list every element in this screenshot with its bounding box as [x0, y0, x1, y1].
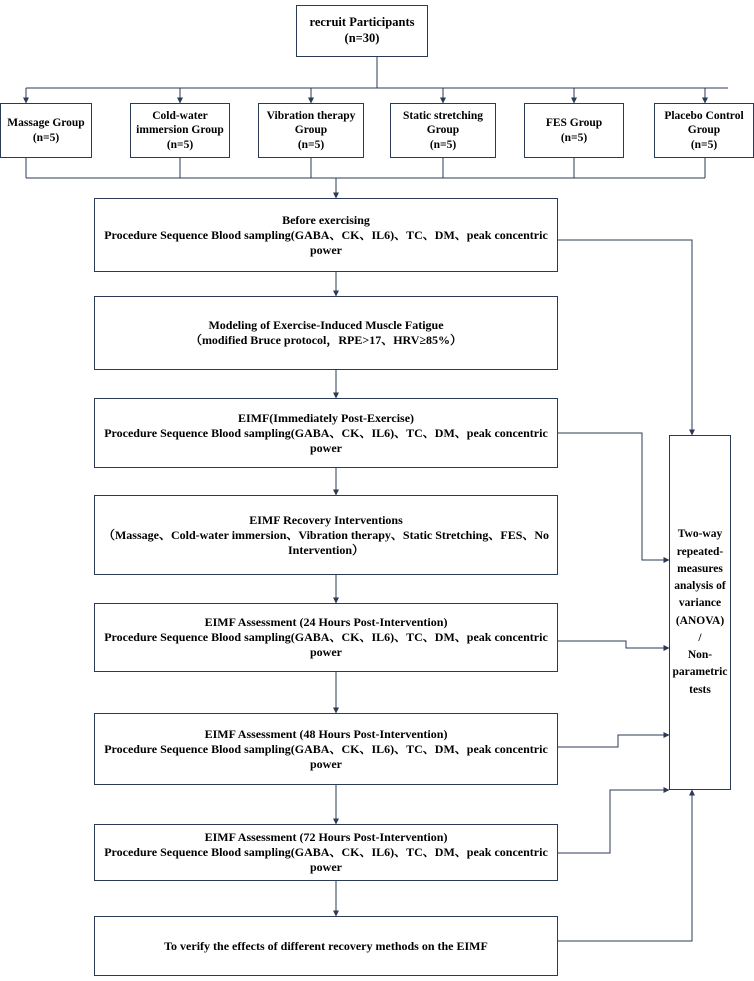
node-vibration-therapy-group	[258, 103, 364, 158]
node-line: Modeling of Exercise-Induced Muscle Fatigue	[208, 318, 444, 332]
node-line: Two-way	[677, 528, 723, 541]
node-static-stretching-group	[390, 103, 496, 158]
node-line: (n=5)	[690, 138, 718, 151]
node-eimf-assessment-24h	[94, 603, 558, 672]
node-line: Procedure Sequence Blood sampling(GABA、CK、IL6)、TC、DM、peak concentric power	[104, 741, 548, 771]
node-line: repeated-	[676, 545, 724, 558]
node-line: （modified Bruce protocol，RPE>17、HRV≥85%）	[189, 333, 463, 347]
node-massage-group	[0, 103, 92, 158]
node-line: (n=5)	[560, 131, 588, 144]
node-placebo-control-group	[654, 103, 754, 158]
node-recruit-participants	[296, 5, 428, 57]
node-line: Placebo Control	[664, 109, 744, 122]
node-verify-effects	[94, 916, 558, 976]
node-line: Procedure Sequence Blood sampling(GABA、CK、IL6)、TC、DM、peak concentric power	[104, 845, 548, 874]
node-line: Group	[687, 124, 721, 137]
node-line: FES Group	[545, 117, 603, 130]
node-line: EIMF Assessment (24 Hours Post-Intervention)	[204, 615, 448, 629]
node-line: Procedure Sequence Blood sampling(GABA、CK、IL6)、TC、DM、peak concentric power	[104, 227, 548, 257]
node-before-exercising	[94, 198, 558, 272]
node-eimf-recovery-interventions	[94, 495, 558, 575]
node-cold-water-immersion-group	[130, 103, 230, 158]
node-line: (ANOVA)	[675, 614, 725, 627]
node-eimf-immediately-post-exercise	[94, 398, 558, 468]
node-modeling-fatigue	[94, 296, 558, 370]
node-line: Procedure Sequence Blood sampling(GABA、CK、IL6)、TC、DM、peak concentric power	[104, 425, 548, 455]
node-line: (n=5)	[166, 138, 194, 151]
node-line: tests	[689, 683, 711, 696]
node-line: Static stretching	[403, 109, 483, 122]
node-line: Vibration therapy	[266, 109, 356, 122]
node-line: parametric	[672, 666, 728, 679]
node-line: To verify the effects of different recovery methods on the EIMF	[164, 938, 488, 953]
node-line: (n=30)	[344, 31, 380, 45]
node-line: EIMF Recovery Interventions	[249, 512, 403, 527]
node-line: Procedure Sequence Blood sampling(GABA、CK、IL6)、TC、DM、peak concentric power	[104, 630, 548, 659]
node-line: Before exercising	[282, 212, 370, 227]
node-line: Intervention）	[288, 542, 364, 557]
node-line: Group	[294, 124, 328, 137]
node-line: variance	[678, 597, 722, 610]
node-line: （Massage、Cold-water immersion、Vibration therapy、Static Stretching、FES、No	[102, 527, 550, 542]
node-line: analysis of	[674, 580, 726, 592]
node-line: Cold-water	[152, 109, 208, 122]
node-line: EIMF Assessment (72 Hours Post-Intervention)	[204, 830, 448, 844]
node-eimf-assessment-72h	[94, 824, 558, 881]
node-line: EIMF(Immediately Post-Exercise)	[237, 410, 415, 425]
node-fes-group	[524, 103, 624, 158]
node-statistical-analysis	[669, 435, 731, 790]
node-eimf-assessment-48h	[94, 713, 558, 785]
node-line: Group	[426, 124, 460, 137]
node-line: (n=5)	[429, 138, 457, 151]
node-line: /	[698, 631, 702, 644]
node-line: immersion Group	[136, 124, 224, 137]
node-line: (n=5)	[297, 138, 325, 151]
node-line: measures	[677, 562, 723, 575]
node-line: (n=5)	[32, 131, 60, 144]
node-line: Non-	[687, 649, 713, 661]
node-line: recruit Participants	[309, 15, 415, 30]
node-line: Massage Group	[7, 117, 85, 130]
node-line: EIMF Assessment (48 Hours Post-Intervention)	[204, 726, 448, 741]
